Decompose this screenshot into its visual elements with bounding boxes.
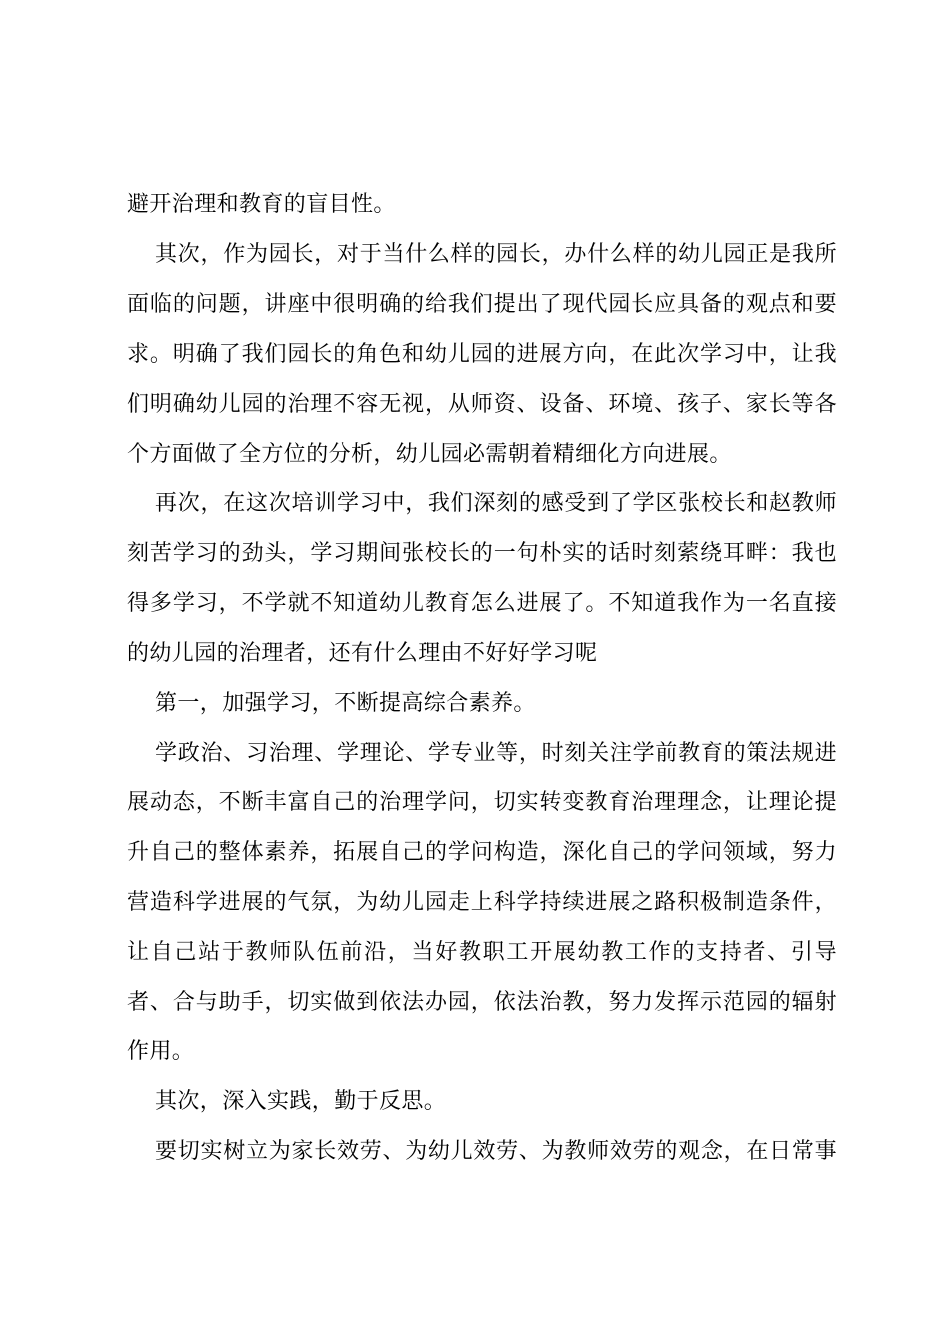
text-line: 求。明确了我们园长的角色和幼儿园的进展方向，在此次学习中，让我	[127, 342, 837, 367]
text-line: 展动态，不断丰富自己的治理学问，切实转变教育治理理念，让理论提	[127, 790, 837, 815]
text-line: 刻苦学习的劲头，学习期间张校长的一句朴实的话时刻萦绕耳畔：我也	[127, 541, 837, 566]
section-heading: 第一，加强学习，不断提高综合素养。	[155, 691, 536, 716]
paragraph-first-line: 再次，在这次培训学习中，我们深刻的感受到了学区张校长和赵教师	[155, 491, 837, 516]
text-line: 面临的问题，讲座中很明确的给我们提出了现代园长应具备的观点和要	[127, 292, 837, 317]
text-line: 营造科学进展的气氛，为幼儿园走上科学持续进展之路积极制造条件，	[127, 890, 837, 915]
section-heading: 其次，深入实践，勤于反思。	[155, 1089, 447, 1114]
paragraph-first-line: 学政治、习治理、学理论、学专业等，时刻关注学前教育的策法规进	[155, 741, 837, 766]
text-line: 升自己的整体素养，拓展自己的学问构造，深化自己的学问领域，努力	[127, 840, 837, 865]
text-line: 让自己站于教师队伍前沿，当好教职工开展幼教工作的支持者、引导	[127, 940, 837, 965]
text-line: 避开治理和教育的盲目性。	[127, 192, 396, 217]
text-line: 得多学习，不学就不知道幼儿教育怎么进展了。不知道我作为一名直接	[127, 591, 837, 616]
text-line: 个方面做了全方位的分析，幼儿园必需朝着精细化方向进展。	[127, 442, 732, 467]
paragraph-first-line: 其次，作为园长，对于当什么样的园长，办什么样的幼儿园正是我所	[155, 242, 837, 267]
text-line: 作用。	[127, 1039, 195, 1064]
text-line: 的幼儿园的治理者，还有什么理由不好好学习呢	[127, 641, 598, 666]
text-line: 们明确幼儿园的治理不容无视，从师资、设备、环境、孩子、家长等各	[127, 392, 837, 417]
paragraph-first-line: 要切实树立为家长效劳、为幼儿效劳、为教师效劳的观念，在日常事	[155, 1139, 837, 1164]
text-line: 者、合与助手，切实做到依法办园，依法治教，努力发挥示范园的辐射	[127, 990, 837, 1015]
